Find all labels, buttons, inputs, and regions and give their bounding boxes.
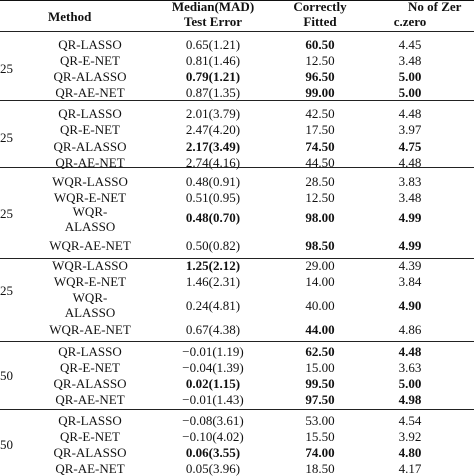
correctly-fitted-value: 96.50 — [305, 69, 335, 84]
test-error-value: −0.10(4.02) — [182, 429, 244, 444]
method-name: QR-ALASSO — [53, 69, 127, 84]
zero-count-value: 4.39 — [398, 258, 422, 273]
correctly-fitted-value: 15.00 — [305, 360, 335, 375]
correctly-fitted-value: 17.50 — [305, 122, 335, 137]
correctly-fitted-value: 74.00 — [305, 445, 335, 460]
test-error-value: 0.51(0.95) — [185, 190, 241, 205]
test-error-value: 0.05(3.96) — [185, 461, 241, 476]
test-error-value: −0.04(1.39) — [182, 360, 244, 375]
zero-count-value: 4.54 — [398, 413, 422, 428]
header-method: Method — [48, 9, 92, 24]
sample-size-label: 25 — [0, 130, 13, 145]
method-name: QR-ALASSO — [53, 376, 127, 391]
zero-count-value: 3.92 — [398, 429, 422, 444]
zero-count-value: 4.99 — [398, 210, 422, 225]
zero-count-value: 3.83 — [398, 174, 422, 189]
zero-count-value: 3.63 — [398, 360, 422, 375]
zero-count-value: 4.99 — [398, 238, 422, 253]
method-name: WQR-AE-NET — [49, 322, 131, 337]
correctly-fitted-value: 53.00 — [305, 413, 335, 428]
correctly-fitted-value: 44.00 — [305, 322, 335, 337]
test-error-value: 1.46(2.31) — [185, 274, 241, 289]
correctly-fitted-value: 42.50 — [305, 106, 335, 121]
zero-count-value: 3.48 — [398, 190, 422, 205]
zero-count-value: 4.48 — [398, 106, 422, 121]
test-error-value: 0.79(1.21) — [185, 69, 241, 84]
test-error-value: 2.47(4.20) — [185, 122, 241, 137]
correctly-fitted-value: 40.00 — [305, 298, 335, 313]
header-fitted-line1: Correctly — [293, 0, 347, 14]
correctly-fitted-value: 29.00 — [305, 258, 335, 273]
test-error-value: 0.67(4.38) — [185, 322, 241, 337]
test-error-value: 2.01(3.79) — [185, 106, 241, 121]
header-error-line2: Test Error — [183, 14, 243, 29]
header-zero-line2: c.zero — [393, 14, 427, 29]
method-name: QR-ALASSO — [53, 139, 127, 154]
method-name-line1: WQR- — [72, 290, 108, 305]
test-error-value: −0.01(1.43) — [182, 392, 244, 407]
method-name: QR-AE-NET — [55, 155, 125, 170]
zero-count-value: 3.48 — [398, 53, 422, 68]
zero-count-value: 5.00 — [398, 85, 422, 100]
correctly-fitted-value: 14.00 — [305, 274, 335, 289]
sample-size-label: 25 — [0, 206, 13, 221]
correctly-fitted-value: 60.50 — [305, 37, 335, 52]
method-name: WQR-LASSO — [52, 258, 128, 273]
test-error-value: 0.02(1.15) — [185, 376, 241, 391]
test-error-value: 0.24(4.81) — [185, 298, 241, 313]
test-error-value: 0.50(0.82) — [185, 238, 241, 253]
method-name: WQR-LASSO — [52, 174, 128, 189]
correctly-fitted-value: 44.50 — [305, 155, 335, 170]
zero-count-value: 4.45 — [398, 37, 422, 52]
correctly-fitted-value: 97.50 — [305, 392, 335, 407]
group-divider — [0, 100, 474, 101]
method-name: WQR-E-NET — [53, 274, 127, 289]
correctly-fitted-value: 62.50 — [305, 344, 335, 359]
method-name: QR-LASSO — [58, 344, 122, 359]
sample-size-label: 25 — [0, 61, 13, 76]
method-name: QR-AE-NET — [55, 461, 125, 476]
correctly-fitted-value: 12.50 — [305, 190, 335, 205]
method-name-line1: WQR- — [72, 204, 108, 219]
method-name: QR-LASSO — [58, 413, 122, 428]
test-error-value: 0.06(3.55) — [185, 445, 241, 460]
test-error-value: 0.48(0.91) — [185, 174, 241, 189]
method-name: QR-E-NET — [60, 53, 120, 68]
zero-count-value: 4.17 — [398, 461, 422, 476]
correctly-fitted-value: 28.50 — [305, 174, 335, 189]
method-name: WQR-AE-NET — [49, 238, 131, 253]
test-error-value: 2.74(4.16) — [185, 155, 241, 170]
zero-count-value: 4.48 — [398, 344, 422, 359]
zero-count-value: 4.48 — [398, 155, 422, 170]
zero-count-value: 4.90 — [398, 298, 422, 313]
test-error-value: 1.25(2.12) — [185, 258, 241, 273]
sample-size-label: 50 — [0, 368, 13, 383]
zero-count-value: 4.86 — [398, 322, 422, 337]
zero-count-value: 5.00 — [398, 376, 422, 391]
test-error-value: −0.01(1.19) — [182, 344, 244, 359]
method-name: QR-E-NET — [60, 360, 120, 375]
test-error-value: −0.08(3.61) — [182, 413, 244, 428]
method-name: WQR-E-NET — [53, 190, 127, 205]
zero-count-value: 5.00 — [398, 69, 422, 84]
group-divider — [0, 167, 474, 168]
method-name: QR-AE-NET — [55, 85, 125, 100]
correctly-fitted-value: 99.00 — [305, 85, 335, 100]
zero-count-value: 4.98 — [398, 392, 422, 407]
correctly-fitted-value: 15.50 — [305, 429, 335, 444]
sample-size-label: 50 — [0, 437, 13, 452]
header-error-line1: Median(MAD) — [171, 0, 255, 14]
group-divider — [0, 409, 474, 410]
correctly-fitted-value: 98.50 — [305, 238, 335, 253]
correctly-fitted-value: 98.00 — [305, 210, 335, 225]
correctly-fitted-value: 99.50 — [305, 376, 335, 391]
zero-count-value: 4.75 — [398, 139, 422, 154]
group-divider — [0, 341, 474, 342]
zero-count-value: 4.80 — [398, 445, 422, 460]
test-error-value: 0.87(1.35) — [185, 85, 241, 100]
test-error-value: 0.48(0.70) — [185, 210, 241, 225]
correctly-fitted-value: 18.50 — [305, 461, 335, 476]
method-name: QR-LASSO — [58, 106, 122, 121]
header-rule — [0, 31, 474, 32]
method-name-line2: ALASSO — [64, 305, 116, 320]
zero-count-value: 3.84 — [398, 274, 422, 289]
correctly-fitted-value: 74.50 — [305, 139, 335, 154]
test-error-value: 0.81(1.46) — [185, 53, 241, 68]
header-zero-line1: No of Zer — [408, 0, 462, 14]
method-name: QR-E-NET — [60, 122, 120, 137]
method-name: QR-LASSO — [58, 37, 122, 52]
test-error-value: 2.17(3.49) — [185, 139, 241, 154]
test-error-value: 0.65(1.21) — [185, 37, 241, 52]
zero-count-value: 3.97 — [398, 122, 422, 137]
method-name: QR-AE-NET — [55, 392, 125, 407]
method-name-line2: ALASSO — [64, 219, 116, 234]
header-fitted-line2: Fitted — [303, 14, 337, 29]
correctly-fitted-value: 12.50 — [305, 53, 335, 68]
sample-size-label: 25 — [0, 283, 13, 298]
method-name: QR-ALASSO — [53, 445, 127, 460]
method-name: QR-E-NET — [60, 429, 120, 444]
